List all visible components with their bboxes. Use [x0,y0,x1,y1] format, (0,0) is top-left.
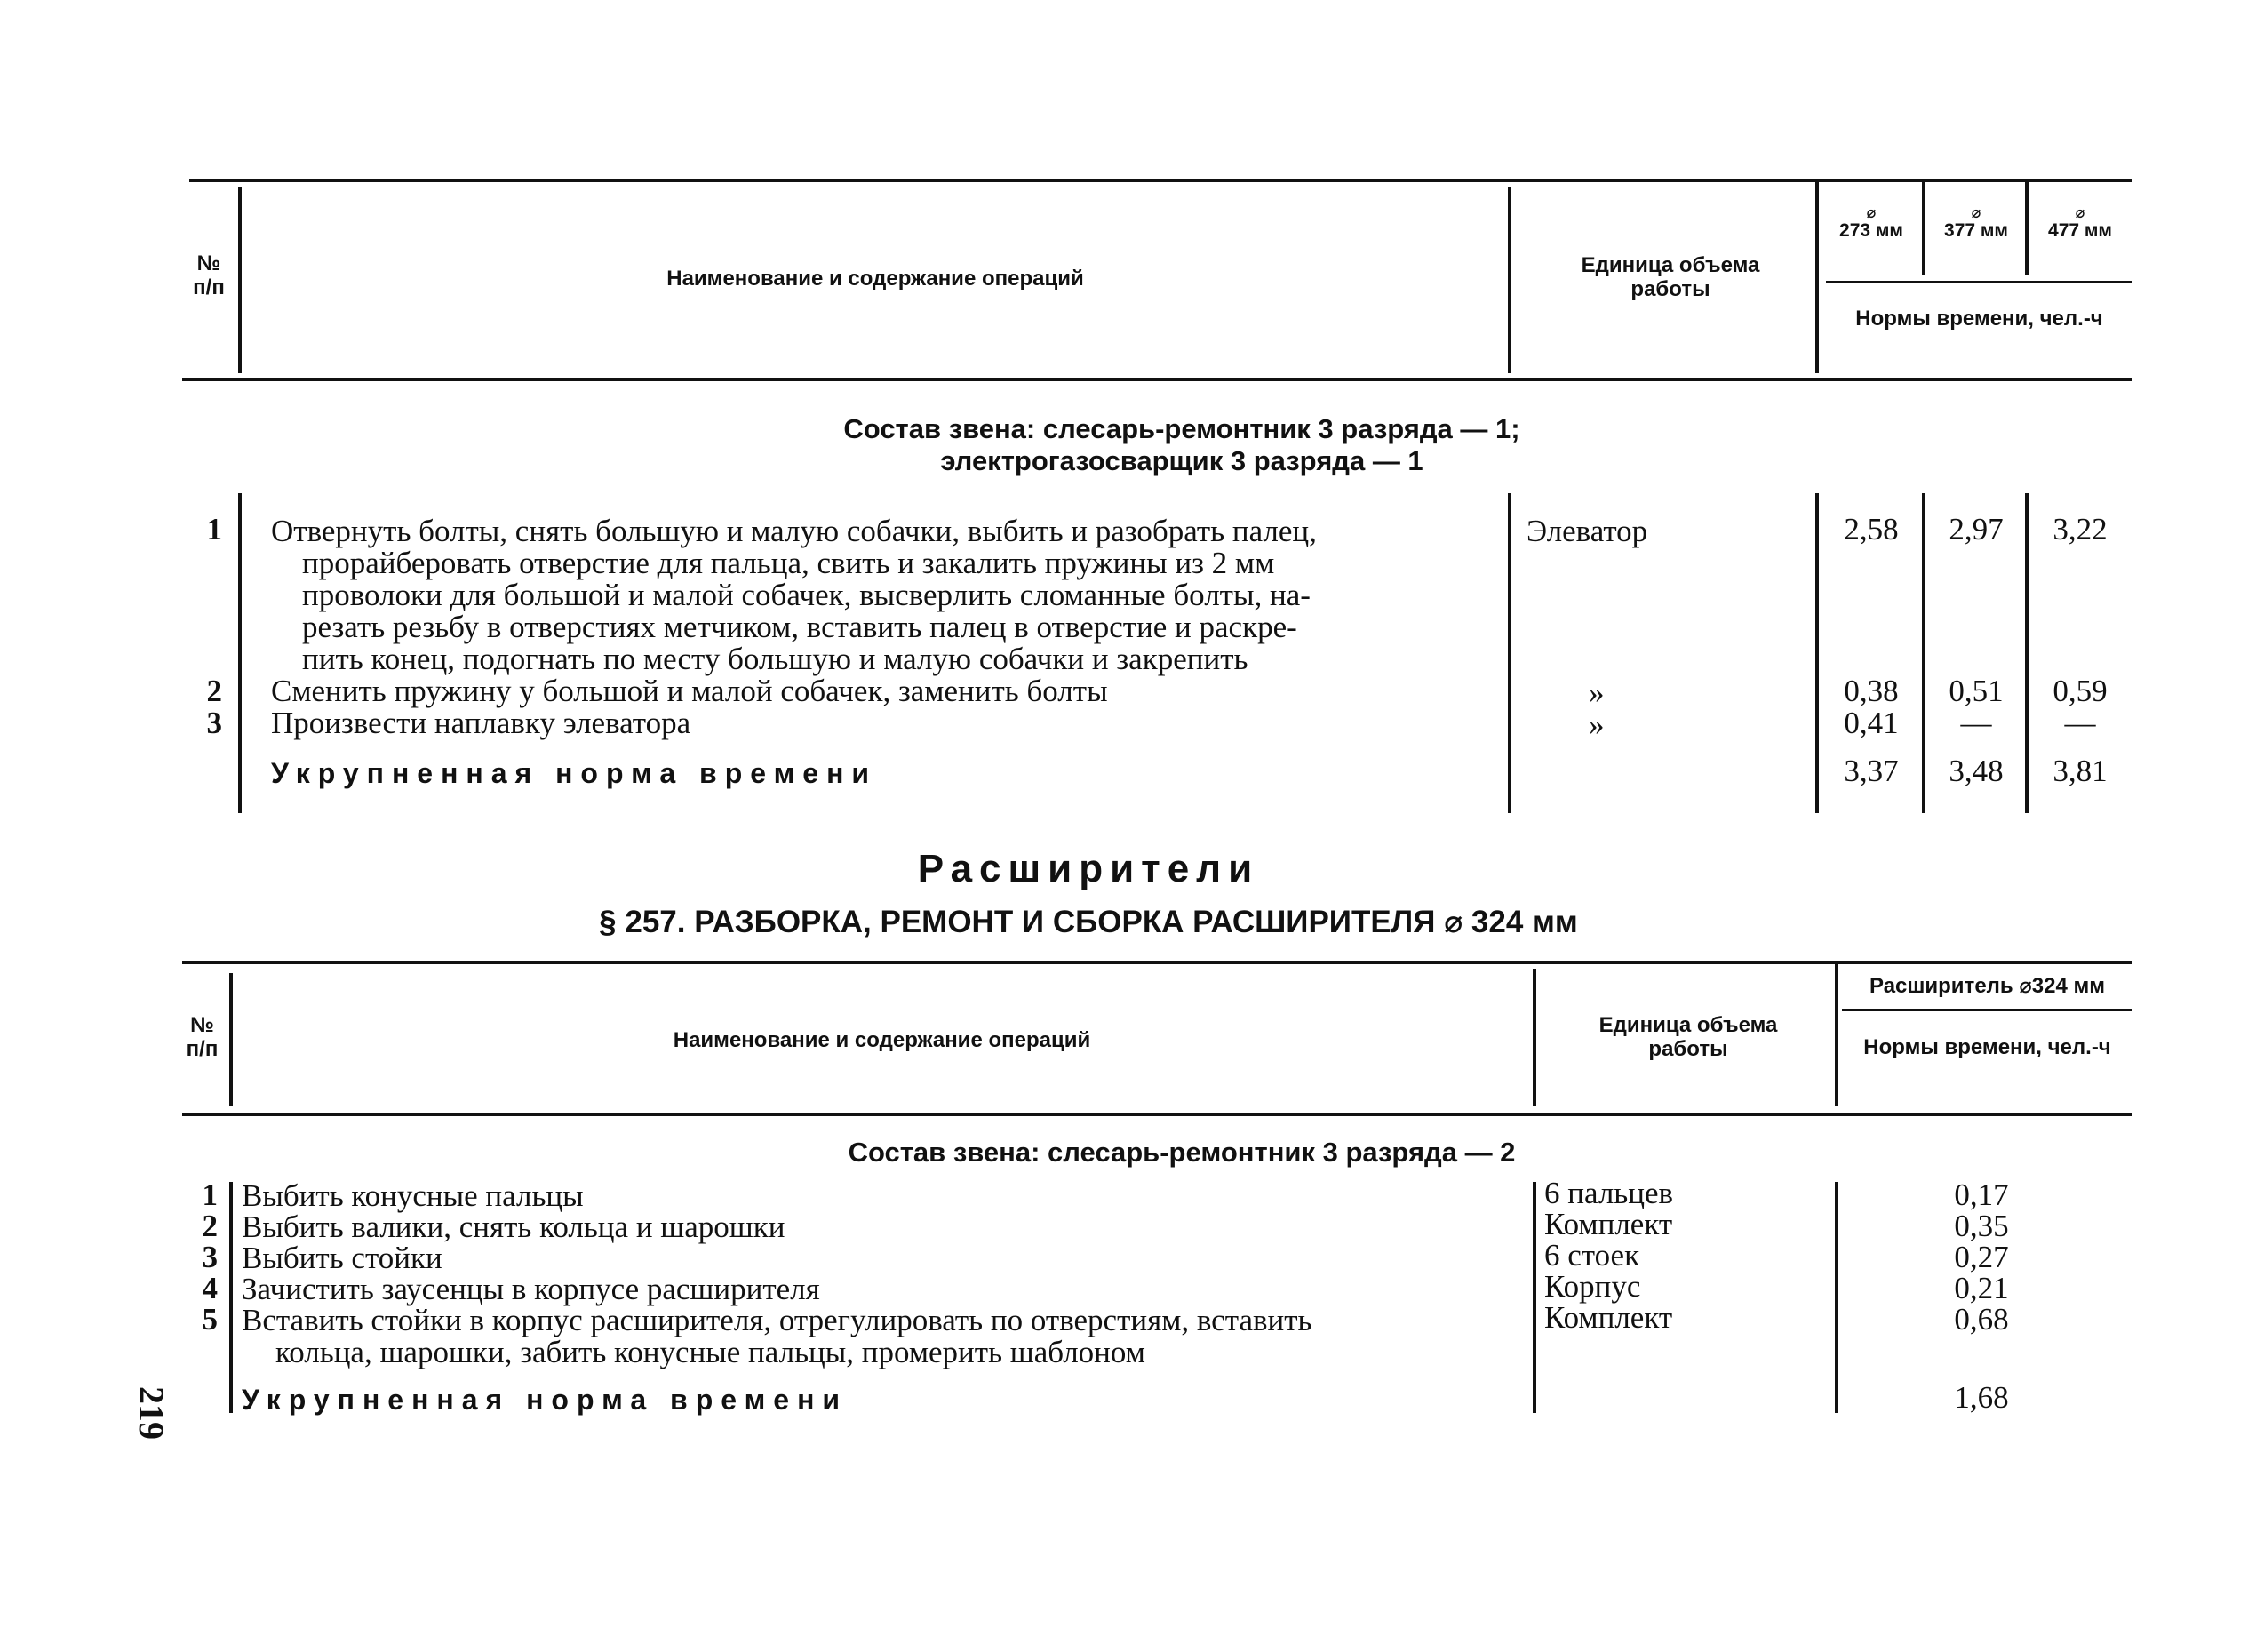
table2-row-text: Выбить конусные пальцы [242,1178,584,1213]
table1-top-rule [189,179,2132,182]
table2-num-header: № п/п [186,1013,219,1061]
table2-row-text: Зачистить заусенцы в корпусе расширителя [242,1272,820,1306]
table1-aggregate-value: 3,81 [2053,754,2108,788]
diameter-icon: ⌀ [1866,204,1877,221]
table2-row-text: Вставить стойки в корпус расширителя, отрегулировать по отверстиям, вставить [242,1303,1312,1337]
table1-body-divider [1815,493,1819,813]
table2-row-value: 0,68 [1954,1302,2009,1337]
table1-row-value: 0,41 [1844,706,1899,740]
table2-row-number: 2 [202,1209,218,1243]
section-title: Расширители [917,847,1260,890]
table1-row-value: — [2064,706,2096,740]
table1-aggregate-value: 3,37 [1844,754,1899,788]
table2-row-unit: Комплект [1544,1300,1673,1335]
table1-row-unit: Элеватор [1527,514,1648,548]
table1-row-number: 1 [206,512,222,547]
table2-name-header: Наименование и содержание операций [673,1028,1091,1052]
table2-norms-rule [1842,1009,2132,1011]
table1-row-value: 3,22 [2053,512,2108,547]
table2-body-divider [229,1182,233,1413]
diameter-icon: ⌀ [1971,204,1981,221]
table2-row-unit: Комплект [1544,1207,1673,1241]
table1-diameter-377: ⌀ 377 мм [1926,204,2026,241]
table2-row-number: 3 [202,1240,218,1274]
table2-row-value: 0,27 [1954,1240,2009,1274]
table1-crew-line1: Состав звена: слесарь-ремонтник 3 разряда — 1; [843,413,1520,444]
table2-row-value: 0,21 [1954,1271,2009,1305]
table1-header-divider [1508,187,1511,373]
table2-row-text: Выбить валики, снять кольца и шарошки [242,1209,785,1244]
table1-row-value: 0,51 [1949,674,2004,708]
table1-body-divider [1508,493,1511,813]
table1-header-bottom-rule [182,378,2132,381]
table1-row-value: 0,59 [2053,674,2108,708]
table1-norms-rule [1826,281,2132,283]
table1-crew-line2: электрогазосварщик 3 разряда — 1 [940,445,1423,476]
table1-body-divider [1922,493,1925,813]
table2-unit-header: Единица объема работы [1598,1013,1778,1061]
table1-row-text: резать резьбу в отверстиях метчиком, вставить палец в отверстие и раскре- [302,610,1297,644]
table1-diameter-477: ⌀ 477 мм [2030,204,2130,241]
table1-diameter-273: ⌀ 273 мм [1820,204,1923,241]
table1-row-number: 3 [206,706,222,740]
table1-row-value: — [1960,706,1992,740]
table1-aggregate-value: 3,48 [1949,754,2004,788]
table2-row-unit: 6 стоек [1544,1238,1640,1273]
table1-row-value: 2,58 [1844,512,1899,547]
table1-unit-header: Единица объема работы [1581,253,1760,301]
table1-row-text: Отвернуть болты, снять большую и малую собачки, выбить и разобрать палец, [271,514,1317,548]
table2-row-value: 0,35 [1954,1209,2009,1243]
table1-row-text: Сменить пружину у большой и малой собачек, заменить болты [271,674,1108,708]
paragraph-title: § 257. РАЗБОРКА, РЕМОНТ И СБОРКА РАСШИРИТЕЛЯ ⌀ 324 мм [599,905,1578,939]
table2-crew: Состав звена: слесарь-ремонтник 3 разряда — 2 [848,1137,1516,1168]
table1-name-header: Наименование и содержание операций [666,267,1084,291]
table1-row-value: 2,97 [1949,512,2004,547]
table2-header-divider [1533,969,1536,1106]
table2-header-bottom-rule [182,1113,2132,1116]
diameter-icon: ⌀ [2075,204,2085,221]
table2-expander-header: Расширитель ⌀324 мм [1869,974,2105,998]
table2-header-divider [1835,964,1838,1106]
table2-top-rule [182,961,2132,964]
table1-norms-header: Нормы времени, чел.-ч [1855,307,2103,331]
table1-aggregate-label: Укрупненная норма времени [271,757,878,789]
table2-body-divider [1533,1182,1536,1413]
table2-row-number: 5 [202,1302,218,1337]
table2-row-text: кольца, шарошки, забить конусные пальцы, промерить шаблоном [275,1335,1145,1369]
table1-row-text: прорайберовать отверстие для пальца, свить и закалить пружины из 2 мм [302,546,1275,580]
table1-row-number: 2 [206,674,222,708]
table2-body-divider [1835,1182,1838,1413]
table2-aggregate-value: 1,68 [1954,1380,2009,1415]
table1-row-value: 0,38 [1844,674,1899,708]
table1-row-unit: » [1589,707,1605,742]
page-number: 219 [132,1386,171,1440]
table1-body-divider [238,493,242,813]
table1-row-text: Произвести наплавку элеватора [271,706,691,740]
table1-row-unit: » [1589,675,1605,710]
table2-norms-header: Нормы времени, чел.-ч [1863,1035,2111,1059]
table2-row-unit: Корпус [1544,1269,1641,1304]
table1-row-text: проволоки для большой и малой собачек, высверлить сломанные болты, на- [302,578,1311,612]
table2-row-text: Выбить стойки [242,1241,442,1275]
table1-row-text: пить конец, подогнать по месту большую и малую собачки и закрепить [302,642,1248,676]
table1-num-header: № п/п [193,251,225,299]
table2-row-value: 0,17 [1954,1177,2009,1212]
table2-row-number: 4 [202,1271,218,1305]
table2-row-number: 1 [202,1177,218,1212]
table2-aggregate-label: Укрупненная норма времени [242,1384,849,1416]
table1-header-divider [1815,182,1819,373]
table2-row-unit: 6 пальцев [1544,1176,1674,1210]
